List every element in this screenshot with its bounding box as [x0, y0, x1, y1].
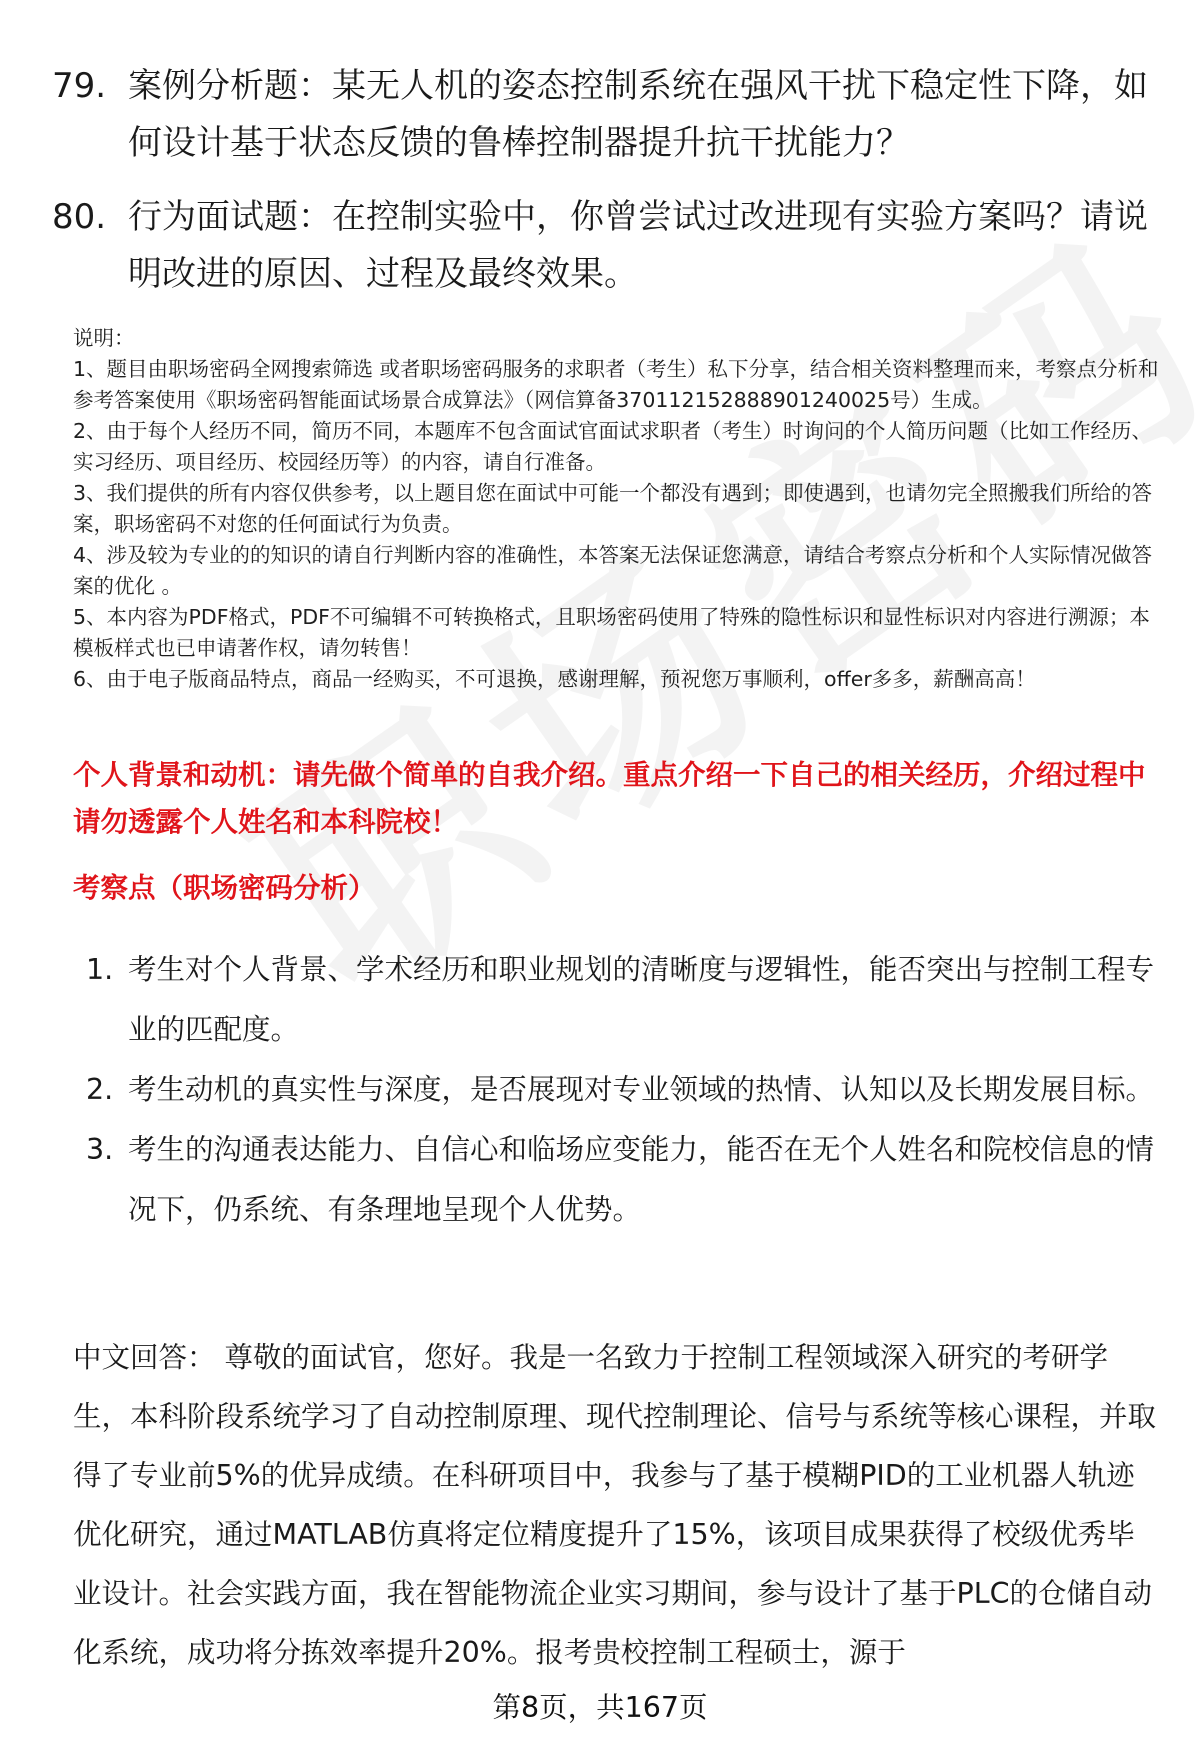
notes-block: [73, 323, 1163, 695]
list-item: [86, 940, 1156, 1060]
question-text: 行为面试题：在控制实验中，你曾尝试过改进现有实验方案吗？请说明改进的原因、过程及最终效果。: [128, 197, 1148, 294]
assessment-points: [86, 940, 1156, 1240]
note-item: 3、我们提供的所有内容仅供参考，以上题目您在面试中可能一个都没有遇到；即使遇到，也请勿完全照搬我们所给的答案，职场密码不对您的任何面试行为负责。: [73, 481, 1153, 536]
page-footer: 第8页，共167页: [492, 1691, 708, 1724]
question-number: 80.: [52, 197, 107, 237]
notes-heading: 说明：: [73, 326, 135, 350]
list-item: [86, 1120, 1156, 1240]
list-text: 考生对个人背景、学术经历和职业规划的清晰度与逻辑性，能否突出与控制工程专业的匹配度。: [128, 953, 1155, 1046]
list-item: [86, 1060, 1156, 1120]
answer-text: 中文回答： 尊敬的面试官，您好。我是一名致力于控制工程领域深入研究的考研学生，本科阶段系统学习了自动控制原理、现代控制理论、信号与系统等核心课程，并取得了专业前5%的优异成绩。在科研项目中，我参与了基于模糊PID的工业机器人轨迹优化研究，通过MATLAB仿真将定位精度提升了15%，该项目成果获得了校级优秀毕业设计。社会实践方面，我在智能物流企业实习期间，参与设计了基于PLC的仓储自动化系统，成功将分拣效率提升20%。报考贵校控制工程硕士，源于: [73, 1341, 1157, 1669]
note-item: 4、涉及较为专业的的知识的请自行判断内容的准确性，本答案无法保证您满意，请结合考察点分析和个人实际情况做答案的优化 。: [73, 543, 1153, 598]
note-item: 5、本内容为PDF格式，PDF不可编辑不可转换格式，且职场密码使用了特殊的隐性标识和显性标识对内容进行溯源；本模板样式也已申请著作权，请勿转售！: [73, 605, 1150, 660]
question-80: [52, 189, 1162, 303]
section-subtitle: 考察点（职场密码分析）: [73, 872, 376, 904]
list-text: 考生的沟通表达能力、自信心和临场应变能力，能否在无个人姓名和院校信息的情况下，仍系统、有条理地呈现个人优势。: [128, 1133, 1155, 1226]
note-item: 1、题目由职场密码全网搜索筛选 或者职场密码服务的求职者（考生）私下分享，结合相关资料整理而来，考察点分析和参考答案使用《职场密码智能面试场景合成算法》（网信算备370112152888901240025号）生成。: [73, 357, 1159, 412]
question-text: 案例分析题：某无人机的姿态控制系统在强风干扰下稳定性下降，如何设计基于状态反馈的鲁棒控制器提升抗干扰能力？: [128, 66, 1148, 163]
question-79: [52, 58, 1162, 172]
question-number: 79.: [52, 66, 107, 106]
note-item: 2、由于每个人经历不同，简历不同，本题库不包含面试官面试求职者（考生）时询问的个人简历问题（比如工作经历、实习经历、项目经历、校园经历等）的内容，请自行准备。: [73, 419, 1153, 474]
section-title: 个人背景和动机：请先做个简单的自我介绍。重点介绍一下自己的相关经历，介绍过程中请勿透露个人姓名和本科院校！: [73, 759, 1146, 838]
list-number: 2.: [86, 1073, 114, 1106]
list-text: 考生动机的真实性与深度，是否展现对专业领域的热情、认知以及长期发展目标。: [128, 1073, 1155, 1106]
note-item: 6、由于电子版商品特点，商品一经购买，不可退换，感谢理解，预祝您万事顺利，offer多多，薪酬高高！: [73, 667, 1036, 691]
list-number: 1.: [86, 953, 114, 986]
list-number: 3.: [86, 1133, 114, 1166]
